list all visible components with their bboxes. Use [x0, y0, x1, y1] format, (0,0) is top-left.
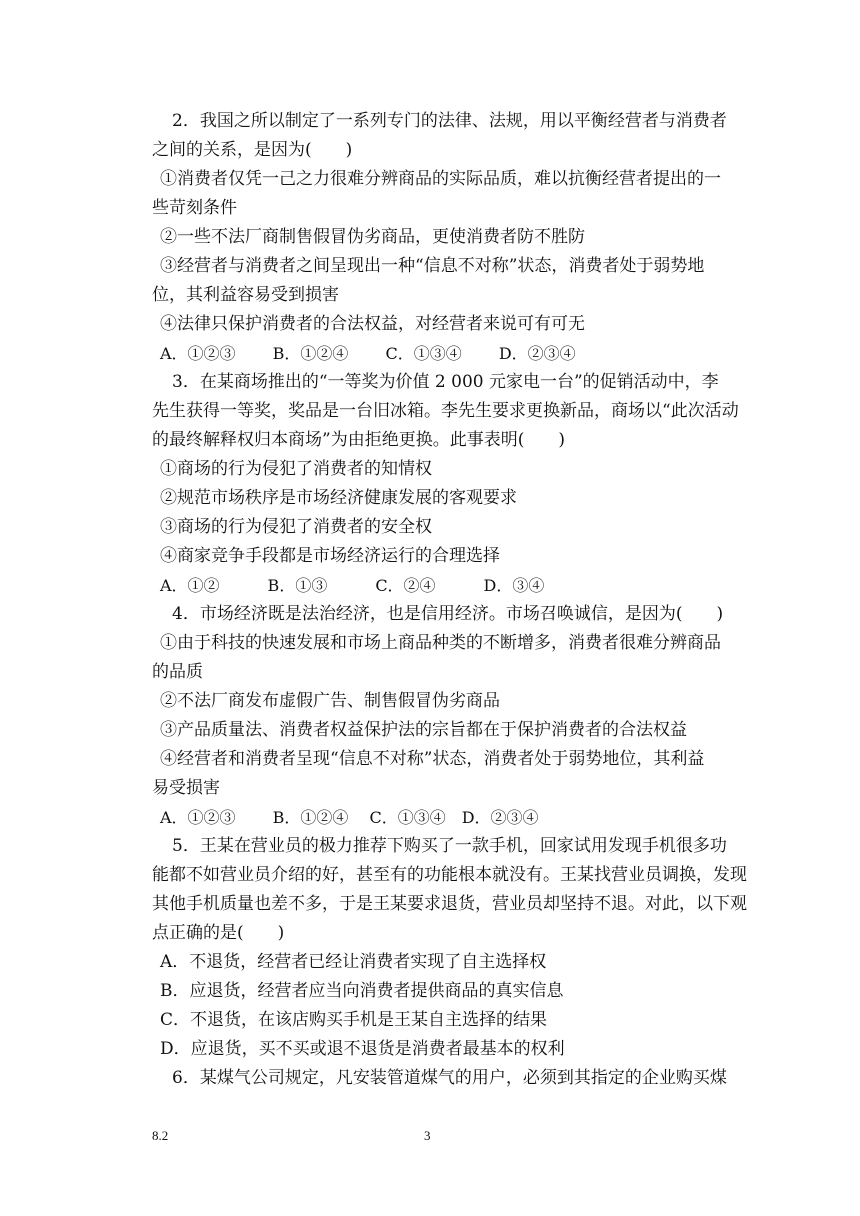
question-4-item-1-line-2: 的品质	[152, 662, 203, 682]
question-5-option-d: D．应退货，买不买或退不退货是消费者最基本的权利	[160, 1039, 565, 1059]
question-3-stem-line-3: 的最终解释权归本商场”为由拒绝更换。此事表明( )	[152, 430, 565, 450]
question-4-stem-line-1: 4．市场经济既是法治经济，也是信用经济。市场召唤诚信，是因为( )	[172, 604, 724, 624]
question-2-item-2: ②一些不法厂商制售假冒伪劣商品，更使消费者防不胜防	[160, 227, 585, 247]
question-6	[152, 1064, 727, 1093]
question-3-stem-line-1: 3．在某商场推出的“一等奖为价值 2 000 元家电一台”的促销活动中，李	[172, 372, 719, 392]
question-4-item-4-line-1: ④经营者和消费者呈现“信息不对称”状态，消费者处于弱势地位，其利益	[160, 749, 705, 769]
question-2	[152, 107, 727, 368]
question-5-option-c: C．不退货，在该店购买手机是王某自主选择的结果	[160, 1010, 548, 1030]
question-4-item-1-line-1: ①由于科技的快速发展和市场上商品种类的不断增多，消费者很难分辨商品	[160, 633, 721, 653]
question-5-stem-line-3: 其他手机质量也差不多，于是王某要求退货，营业员却坚持不退。对此，以下观	[152, 894, 747, 914]
question-4-options: A．①②③ B．①②④ C．①③④ D．②③④	[160, 808, 539, 827]
question-2-stem-line-2: 之间的关系，是因为( )	[152, 140, 353, 160]
question-3-item-1: ①商场的行为侵犯了消费者的知情权	[160, 459, 432, 479]
question-4-item-2: ②不法厂商发布虚假广告、制售假冒伪劣商品	[160, 691, 500, 711]
question-5-stem-line-4: 点正确的是( )	[152, 923, 285, 943]
page-number: 3	[424, 1128, 431, 1143]
question-6-stem-line-1: 6．某煤气公司规定，凡安装管道煤气的用户，必须到其指定的企业购买煤	[172, 1068, 727, 1088]
question-2-item-3-line-1: ③经营者与消费者之间呈现出一种“信息不对称”状态，消费者处于弱势地	[160, 256, 705, 276]
question-4-item-3: ③产品质量法、消费者权益保护法的宗旨都在于保护消费者的合法权益	[160, 720, 687, 740]
question-3-options: A．①② B．①③ C．②④ D．③④	[160, 576, 545, 595]
question-5-option-b: B．应退货，经营者应当向消费者提供商品的真实信息	[160, 981, 564, 1001]
question-3-item-3: ③商场的行为侵犯了消费者的安全权	[160, 517, 432, 537]
question-2-item-1-line-1: ①消费者仅凭一己之力很难分辨商品的实际品质，难以抗衡经营者提出的一	[160, 169, 721, 189]
question-5	[152, 832, 747, 1064]
question-2-item-4: ④法律只保护消费者的合法权益，对经营者来说可有可无	[160, 314, 585, 334]
question-4	[152, 600, 722, 832]
question-3-item-4: ④商家竞争手段都是市场经济运行的合理选择	[160, 546, 500, 566]
question-3-stem-line-2: 先生获得一等奖，奖品是一台旧冰箱。李先生要求更换新品，商场以“此次活动	[152, 401, 739, 421]
question-5-stem-line-1: 5．王某在营业员的极力推荐下购买了一款手机，回家试用发现手机很多功	[172, 836, 727, 856]
question-5-option-a: A．不退货，经营者已经让消费者实现了自主选择权	[160, 952, 547, 972]
question-3-item-2: ②规范市场秩序是市场经济健康发展的客观要求	[160, 488, 517, 508]
question-5-stem-line-2: 能都不如营业员介绍的好，甚至有的功能根本就没有。王某找营业员调换，发现	[152, 865, 747, 885]
footer-version: 8.2	[152, 1128, 169, 1143]
question-3	[152, 368, 739, 600]
question-2-item-1-line-2: 些苛刻条件	[152, 198, 237, 218]
question-4-item-4-line-2: 易受损害	[152, 778, 220, 798]
question-2-item-3-line-2: 位，其利益容易受到损害	[152, 285, 339, 305]
question-2-options: A．①②③ B．①②④ C．①③④ D．②③④	[160, 344, 576, 363]
question-2-stem-line-1: 2．我国之所以制定了一系列专门的法律、法规，用以平衡经营者与消费者	[172, 111, 727, 131]
document-body	[152, 107, 747, 1093]
